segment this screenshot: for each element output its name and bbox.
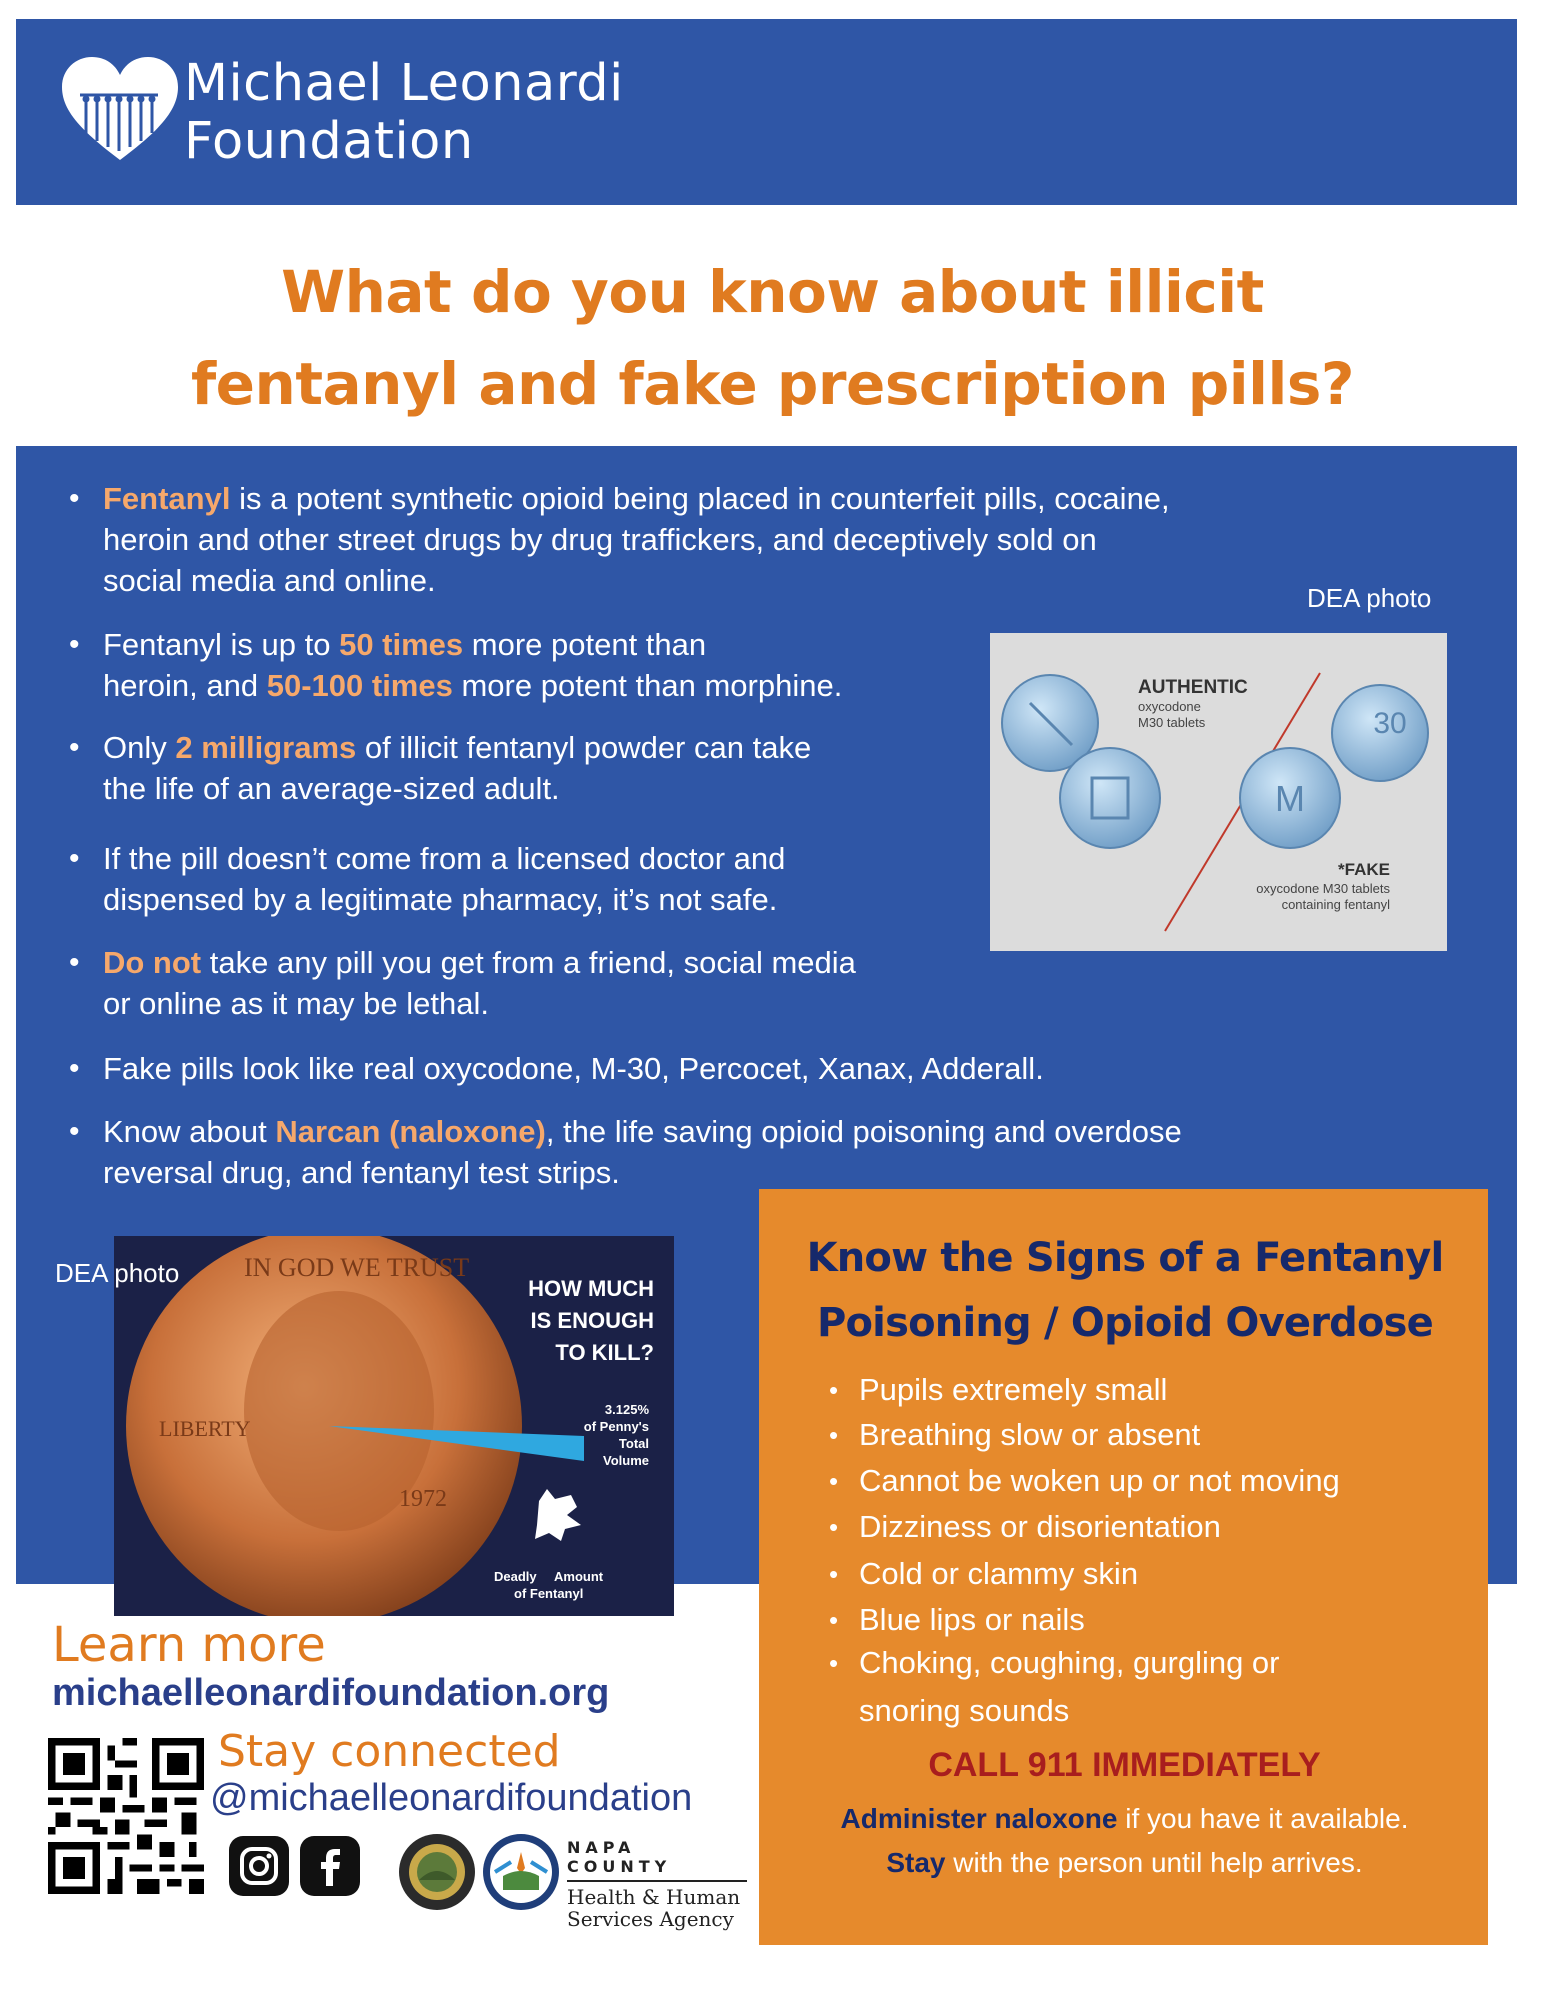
facebook-icon[interactable] [300, 1836, 360, 1896]
penny-question: TO KILL? [555, 1340, 654, 1365]
social-handle[interactable]: @michaelleonardifoundation [210, 1777, 693, 1819]
fact-item [103, 727, 811, 809]
penny-percent-label: of Penny's [583, 1419, 649, 1434]
title-line1: What do you know about illicit [281, 258, 1264, 326]
fact-text: reversal drug, and fentanyl test strips. [103, 1155, 620, 1190]
napa-county-seal-icon [397, 1832, 477, 1912]
advice-emphasis: Stay [886, 1847, 946, 1878]
page-title [60, 246, 1485, 430]
agency-name [567, 1838, 747, 1930]
fact-highlight: Narcan (naloxone) [275, 1114, 546, 1149]
stay-connected-label: Stay connected [218, 1726, 561, 1777]
fact-text: dispensed by a legitimate pharmacy, it’s not safe. [103, 882, 778, 917]
photo-credit: DEA photo [55, 1258, 180, 1288]
fact-text: heroin, and [103, 668, 267, 703]
fact-item [103, 1048, 1044, 1089]
penny-liberty: LIBERTY [159, 1416, 251, 1441]
org-name-line1: Michael Leonardi [184, 54, 624, 113]
deadly-label: Deadly [494, 1569, 537, 1584]
stay-advice [760, 1847, 1489, 1879]
photo-credit: DEA photo [1307, 583, 1432, 613]
penny-question: HOW MUCH [528, 1276, 654, 1301]
org-name-line2: Foundation [184, 112, 474, 171]
authentic-sub: M30 tablets [1138, 715, 1206, 730]
authentic-sub: oxycodone [1138, 699, 1201, 714]
fake-label: *FAKE [1338, 860, 1390, 879]
hhsa-seal-icon [481, 1832, 561, 1912]
fact-text: the life of an average-sized adult. [103, 771, 560, 806]
fake-sub: containing fentanyl [1281, 897, 1390, 912]
fact-highlight: 50 times [339, 627, 464, 662]
fact-item [103, 1111, 1182, 1193]
fact-text: or online as it may be lethal. [103, 986, 489, 1021]
fact-text: , the life saving opioid poisoning and overdose [545, 1114, 1182, 1149]
fact-text: more potent than [463, 627, 707, 662]
sign-item: • Blue lips or nails [859, 1600, 1085, 1640]
of-fentanyl-label: of Fentanyl [514, 1586, 584, 1601]
penny-percent: 3.125% [604, 1402, 649, 1417]
fact-text: heroin and other street drugs by drug traffickers, and deceptively sold on [103, 522, 1097, 557]
fact-item [103, 838, 785, 920]
advice-text: if you have it available. [1117, 1803, 1409, 1834]
fact-text: social media and online. [103, 563, 436, 598]
fact-highlight: Do not [103, 945, 202, 980]
sign-item: • Cannot be woken up or not moving [859, 1461, 1340, 1501]
fact-highlight: 2 milligrams [175, 730, 357, 765]
fact-item [103, 942, 856, 1024]
fake-sub: oxycodone M30 tablets [1256, 881, 1390, 896]
sign-item: • Choking, coughing, gurgling or [859, 1643, 1280, 1683]
signs-title-line1: Know the Signs of a Fentanyl [806, 1235, 1444, 1281]
fact-text: of illicit fentanyl powder can take [356, 730, 812, 765]
learn-more-label: Learn more [52, 1617, 326, 1673]
agency-line: Services Agency [567, 1907, 734, 1931]
sign-item: • Dizziness or disorientation [859, 1507, 1221, 1547]
fact-text: Only [103, 730, 176, 765]
title-line2: fentanyl and fake prescription pills? [190, 350, 1355, 418]
sign-item: • Cold or clammy skin [859, 1554, 1138, 1594]
penny-comparison-photo [114, 1236, 674, 1616]
agency-county: NAPA COUNTY [567, 1838, 747, 1882]
penny-year: 1972 [399, 1486, 447, 1512]
fact-highlight: Fentanyl [103, 481, 231, 516]
penny-question: IS ENOUGH [530, 1308, 654, 1333]
sign-item-continued: snoring sounds [859, 1693, 1070, 1728]
penny-percent-label: Volume [603, 1453, 649, 1468]
sign-item: • Pupils extremely small [859, 1370, 1167, 1410]
penny-percent-label: Total [618, 1436, 649, 1451]
advice-text: with the person until help arrives. [945, 1847, 1363, 1878]
website-link[interactable]: michaelleonardifoundation.org [52, 1672, 610, 1714]
advice-emphasis: Administer naloxone [840, 1803, 1118, 1834]
fact-text: If the pill doesn’t come from a licensed doctor and [103, 841, 786, 876]
call-911-alert: CALL 911 IMMEDIATELY [928, 1746, 1321, 1784]
fact-text: is a potent synthetic opioid being placed in counterfeit pills, cocaine, [230, 481, 1170, 516]
sign-item: • Breathing slow or absent [859, 1415, 1200, 1455]
fact-text: take any pill you get from a friend, social media [201, 945, 856, 980]
fact-item [103, 624, 842, 706]
signs-title-line2: Poisoning / Opioid Overdose [816, 1300, 1434, 1346]
qr-code[interactable] [48, 1738, 204, 1894]
authentic-label: AUTHENTIC [1138, 677, 1248, 698]
amount-label: Amount [554, 1569, 604, 1584]
naloxone-advice [760, 1803, 1489, 1835]
signs-title [780, 1226, 1470, 1356]
penny-motto: IN GOD WE TRUST [244, 1253, 470, 1282]
fact-highlight: 50-100 times [266, 668, 453, 703]
heart-logo-icon [60, 55, 180, 165]
fact-text: Fentanyl is up to [103, 627, 340, 662]
pill-mark: M [1275, 778, 1305, 819]
fact-item [103, 478, 1170, 601]
fact-text: Fake pills look like real oxycodone, M-30, Percocet, Xanax, Adderall. [103, 1051, 1044, 1086]
fact-text: more potent than morphine. [452, 668, 843, 703]
pill-mark: 30 [1373, 707, 1407, 740]
pill-comparison-photo [990, 633, 1447, 951]
agency-line: Health & Human [567, 1885, 741, 1909]
fact-text: Know about [103, 1114, 276, 1149]
instagram-icon[interactable] [229, 1836, 289, 1896]
org-name [184, 55, 624, 171]
